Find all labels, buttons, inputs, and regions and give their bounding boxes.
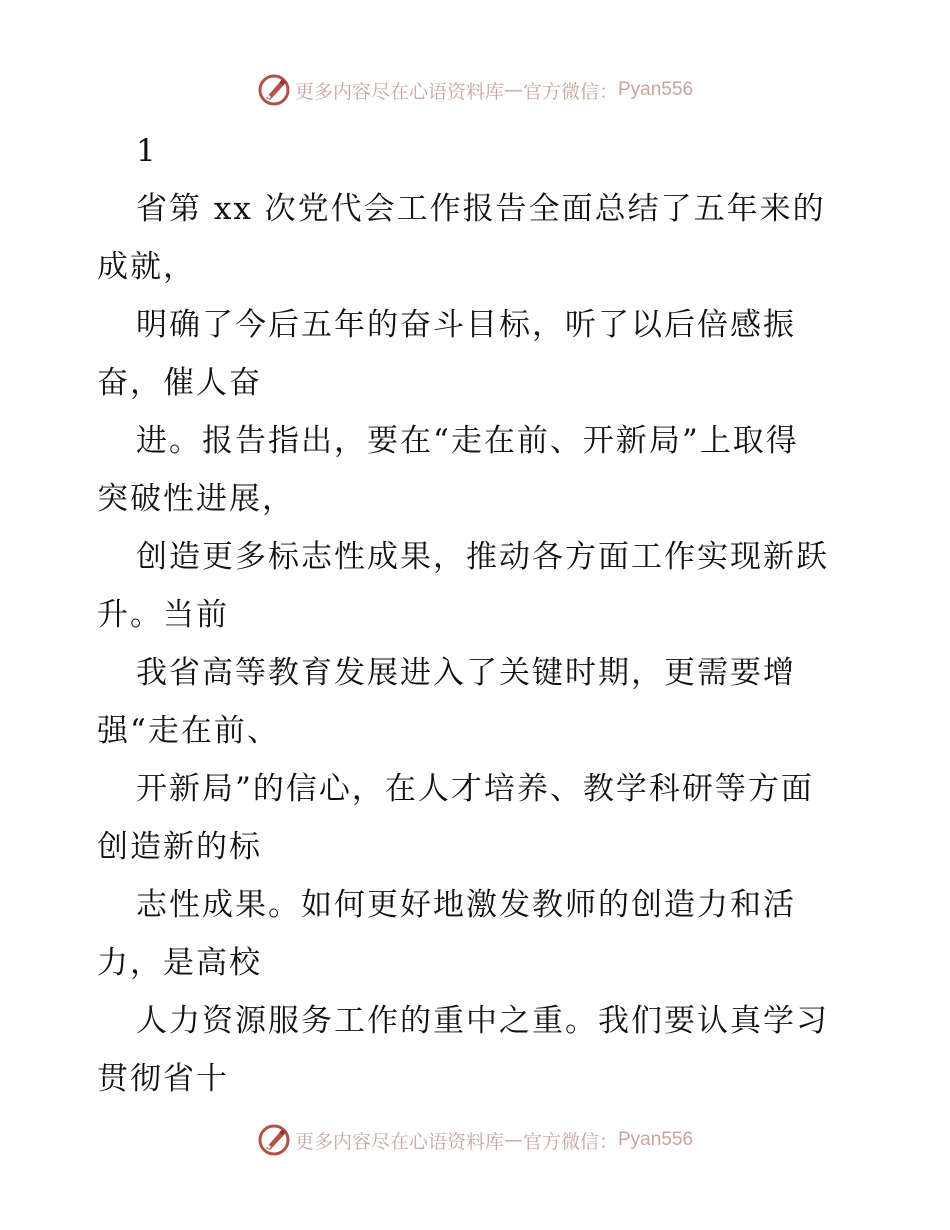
text-line: 贯彻省十 xyxy=(97,1061,229,1097)
watermark-wechat-label: 官方微信： xyxy=(522,1130,618,1153)
watermark-wechat-label: 官方微信： xyxy=(522,80,618,103)
document-body xyxy=(97,122,857,1108)
text-line: 进。报告指出，要在“走在前、开新局”上取得 xyxy=(136,423,799,459)
text-line: 人力资源服务工作的重中之重。我们要认真学习 xyxy=(136,1003,829,1039)
header-watermark xyxy=(0,70,950,110)
watermark-main-text: 更多内容尽在心语资料库 xyxy=(294,1130,504,1153)
watermark-wechat-id: Pyan556 xyxy=(618,1129,694,1150)
text-line: 突破性进展， xyxy=(97,481,295,517)
text-line: 升。当前 xyxy=(97,597,229,633)
text-line: 力，是高校 xyxy=(97,945,262,981)
text-line: 成就， xyxy=(97,249,196,285)
text-line: 开新局”的信心，在人才培养、教学科研等方面 xyxy=(136,771,814,807)
text-line: 强“走在前、 xyxy=(97,713,280,749)
watermark-separator: — xyxy=(503,79,523,101)
text-line: 志性成果。如何更好地激发教师的创造力和活 xyxy=(136,887,796,923)
text-line: 我省高等教育发展进入了关键时期，更需要增 xyxy=(136,655,796,691)
text-line: 省第 xx 次党代会工作报告全面总结了五年来的 xyxy=(136,191,826,227)
pen-logo-icon xyxy=(257,73,291,107)
watermark-separator: — xyxy=(503,1129,523,1151)
watermark-main-text: 更多内容尽在心语资料库 xyxy=(294,80,504,103)
footer-watermark xyxy=(0,1120,950,1160)
watermark-wechat-id: Pyan556 xyxy=(618,79,694,100)
pen-logo-icon xyxy=(257,1123,291,1157)
text-line: 奋，催人奋 xyxy=(97,365,262,401)
text-line: 明确了今后五年的奋斗目标，听了以后倍感振 xyxy=(136,307,796,343)
text-line: 1 xyxy=(136,133,158,169)
text-line: 创造更多标志性成果，推动各方面工作实现新跃 xyxy=(136,539,829,575)
text-line: 创造新的标 xyxy=(97,829,262,865)
